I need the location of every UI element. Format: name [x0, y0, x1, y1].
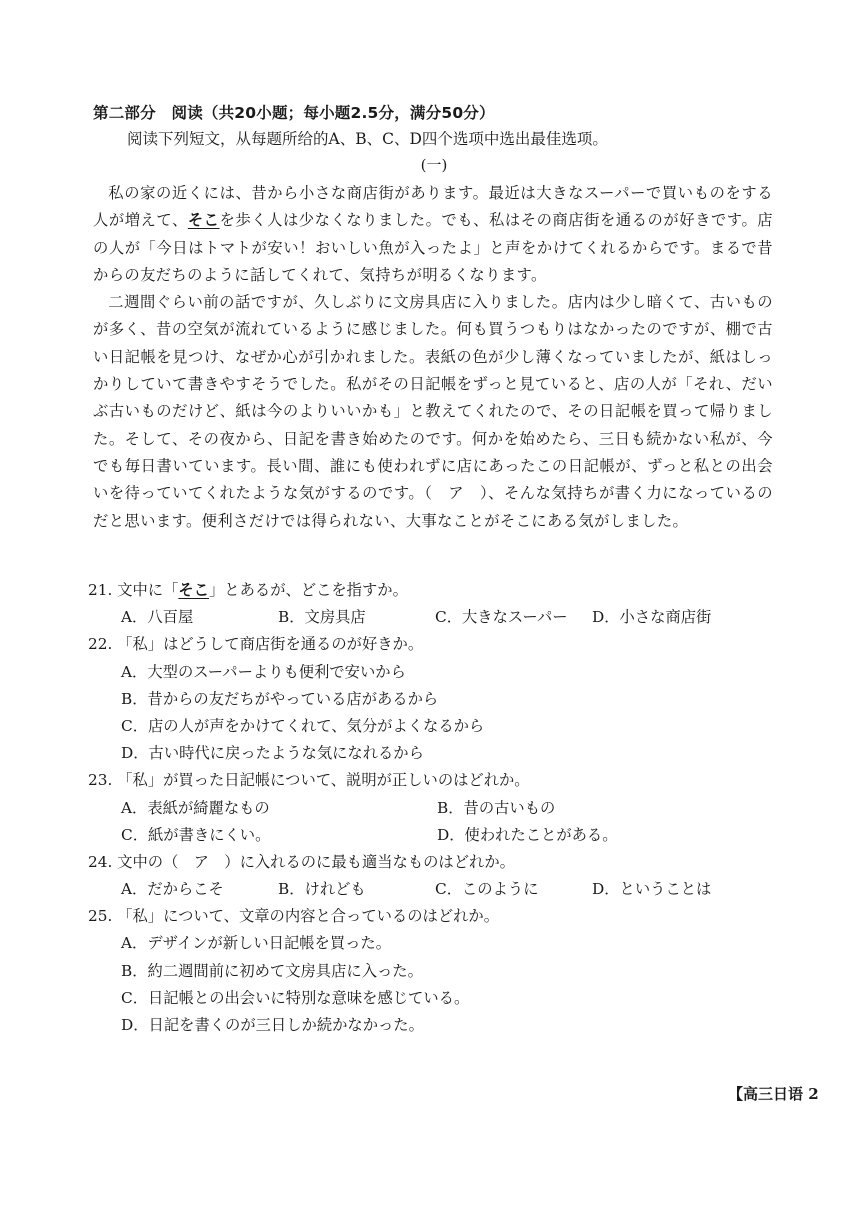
option-a[interactable]: A．表紙が綺麗なもの [121, 798, 270, 817]
option-d[interactable]: D．使われたことがある。 [437, 825, 618, 844]
option-b[interactable]: B．約二週間前に初めて文房具店に入った。 [121, 961, 423, 980]
page-footer: 【高三日语 2 [728, 1085, 819, 1103]
option-d[interactable]: D．日記を書くのが三日しか続かなかった。 [121, 1016, 424, 1034]
option-a[interactable]: A．八百屋 [121, 608, 194, 627]
question-stem [88, 631, 788, 658]
underlined-word: そこ [178, 581, 209, 599]
question-stem [88, 767, 788, 794]
option-b[interactable]: B．文房具店 [278, 608, 366, 627]
option-c[interactable]: C．大きなスーパー [435, 608, 568, 627]
question-text: 21. 文中に「 [88, 581, 179, 599]
option-c[interactable]: C．このように [435, 880, 539, 899]
option-row [88, 985, 788, 1012]
option-row [88, 659, 788, 686]
question-text: 25. 「私」について、文章の内容と合っているのはどれか。 [88, 907, 500, 926]
option-row [88, 686, 788, 713]
option-c[interactable]: C．店の人が声をかけてくれて、気分がよくなるから [121, 716, 485, 735]
question-list [88, 577, 788, 1039]
option-d[interactable]: D．古い時代に戻ったような気になれるから [121, 744, 424, 763]
question-text: 22. 「私」はどうして商店街を通るのが好きか。 [88, 635, 424, 654]
passage-text: 私の家の近くには、昔から小さな商店街があります。最近は大きなスーパーで買いものをする人が増えて、 [93, 184, 773, 230]
section-instruction: 阅读下列短文，从每题所给的A、B、C、D四个选项中选出最佳选项。 [127, 130, 608, 148]
option-row [88, 930, 788, 957]
option-b[interactable]: B．昔からの友だちがやっている店があるから [121, 689, 439, 708]
option-row [88, 822, 788, 849]
option-c[interactable]: C．紙が書きにくい。 [121, 825, 271, 844]
option-a[interactable]: A．大型のスーパーよりも便利で安いから [121, 662, 406, 681]
question-text: 24. 文中の（ ア ）に入れるのに最も適当なものはどれか。 [88, 852, 515, 871]
reading-passage [93, 180, 773, 535]
question-stem [88, 577, 788, 604]
passage-number: (一) [420, 156, 448, 174]
option-row [88, 740, 788, 767]
question-text: 」とあるが、どこを指すか。 [209, 581, 408, 599]
underlined-word: そこ [187, 211, 220, 230]
section-header: 第二部分 阅读（共20小题；每小题2.5分，满分50分） [93, 104, 495, 122]
option-row [88, 876, 788, 903]
option-d[interactable]: D．小さな商店街 [592, 608, 712, 627]
option-b[interactable]: B．昔の古いもの [437, 798, 556, 817]
passage-paragraph-2: 二週間ぐらい前の話ですが、久しぶりに文房具店に入りました。店内は少し暗くて、古いものが多く、昔の空気が流れているように感じました。何も買うつもりはなかったのですが、棚で古い日記帳を見つけ、なぜか心が引かれました。表紙の色が少し薄くなっていましたが、紙はしっかりしていて書きやすそうでした。私がその日記帳をずっと見ていると、店の人が「それ、だいぶ古いものだけど、紙は今のよりいいかも」と教えてくれたので、その日記帳を買って帰りました。そして、その夜から、日記を書き始めたのです。何かを始めたら、三日も続かない私が、今でも毎日書いています。長い間、誰にも使われずに店にあったこの日記帳が、ずっと私との出会いを待っていてくれたような気がするのです。（ ア ）、そんな気持ちが書く力になっているのだと思います。便利さだけでは得られない、大事なことがそこにある気がしました。 [93, 293, 773, 530]
option-row [88, 958, 788, 985]
question-stem [88, 903, 788, 930]
option-row [88, 713, 788, 740]
passage-text: を歩く人は少なくなりました。でも、私はその商店街を通るのが好きです。店の人が「今日はトマトが安い！おいしい魚が入ったよ」と声をかけてくれるからです。まるで昔からの友だちのように話してくれて、気持ちが明るくなります。 [93, 211, 773, 284]
option-row [88, 1012, 788, 1039]
option-a[interactable]: A．デザインが新しい日記帳を買った。 [121, 934, 392, 953]
option-b[interactable]: B．けれども [278, 880, 366, 899]
question-text: 23. 「私」が買った日記帳について、説明が正しいのはどれか。 [88, 771, 530, 790]
passage-paragraph-1 [93, 180, 773, 289]
option-c[interactable]: C．日記帳との出会いに特別な意味を感じている。 [121, 988, 470, 1007]
option-a[interactable]: A．だからこそ [121, 880, 224, 899]
option-d[interactable]: D．ということは [592, 880, 712, 899]
option-row [88, 604, 788, 631]
option-row [88, 795, 788, 822]
question-stem [88, 849, 788, 876]
